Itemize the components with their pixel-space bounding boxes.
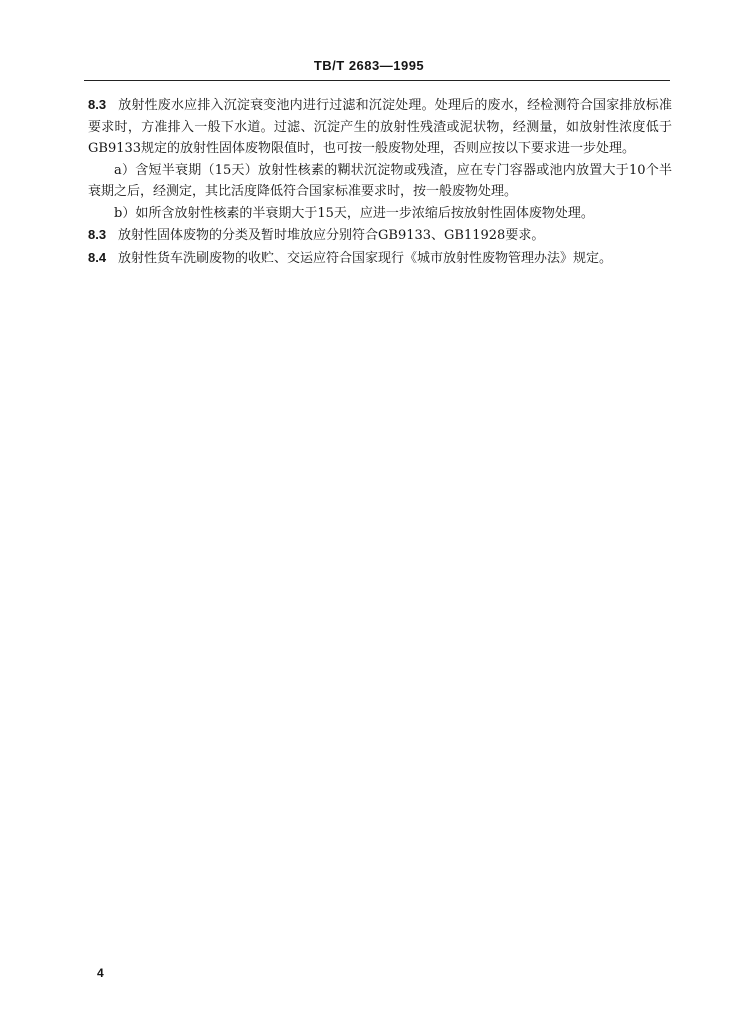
header-rule: [84, 80, 670, 81]
page-number: 4: [97, 966, 104, 980]
clause-8-3-wastewater: [88, 94, 672, 160]
document-code: TB/T 2683—1995: [313, 58, 425, 73]
subclause-a-text: a）含短半衰期（15天）放射性核素的糊状沉淀物或残渣，应在专门容器或池内放置大于10个半衰期之后，经测定，其比活度降低符合国家标准要求时，按一般废物处理。: [88, 162, 672, 199]
document-header: [0, 58, 738, 73]
clause-8-3-solid-waste: [88, 224, 672, 247]
subclause-b: [88, 203, 672, 225]
clause-text: 放射性固体废物的分类及暂时堆放应分别符合GB9133、GB11928要求。: [118, 228, 545, 243]
clause-8-4-washing-waste: [88, 247, 672, 270]
subclause-b-text: b）如所含放射性核素的半衰期大于15天，应进一步浓缩后按放射性固体废物处理。: [114, 205, 594, 221]
subclause-a: [88, 160, 672, 203]
clause-number: 8.3: [88, 227, 107, 242]
document-body: [88, 94, 672, 269]
clause-text: 放射性货车洗刷废物的收贮、交运应符合国家现行《城市放射性废物管理办法》规定。: [118, 250, 613, 266]
clause-text: 放射性废水应排入沉淀衰变池内进行过滤和沉淀处理。处理后的废水，经检测符合国家排放标准要求时，方准排入一般下水道。过滤、沉淀产生的放射性残渣或泥状物，经测量，如放射性浓度低于GB9133规定的放射性固体废物限值时，也可按一般废物处理，否则应按以下要求进一步处理。: [88, 98, 672, 156]
clause-number: 8.3: [88, 97, 107, 112]
clause-number: 8.4: [88, 249, 107, 265]
